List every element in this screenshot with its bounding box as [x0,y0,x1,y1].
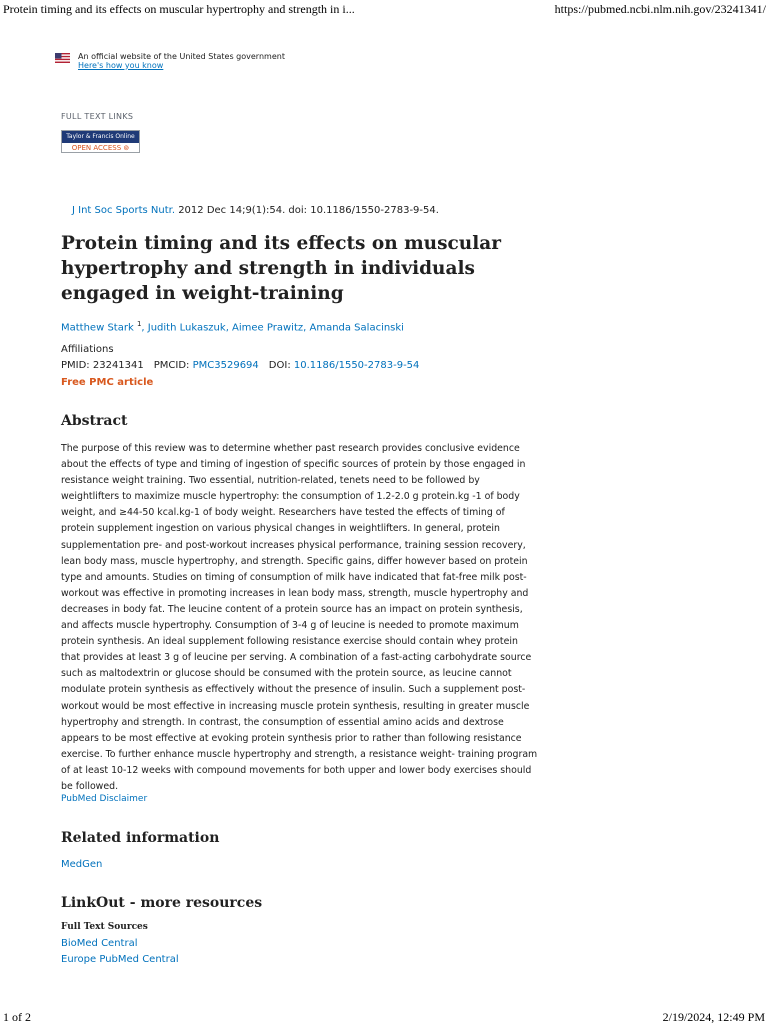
pmcid-label: PMCID: [153,360,193,371]
pmcid-link[interactable]: PMC3529694 [192,360,259,371]
heres-how-you-know-link[interactable]: Here's how you know [78,61,164,70]
author-affiliation-sup[interactable]: 1 [136,320,142,328]
doi-label: DOI: [268,360,294,371]
full-text-sources-label: Full Text Sources [61,922,148,932]
pmid-value: 23241341 [92,360,144,371]
taylor-francis-open-access-link[interactable] [61,130,140,153]
author-link[interactable]: Amanda Salacinski [309,322,404,334]
abstract-heading: Abstract [61,413,128,429]
article-title: Protein timing and its effects on muscular hypertrophy and strength in individuals engaged in weight-training [61,233,502,304]
us-flag-icon [55,53,70,63]
medgen-link[interactable]: MedGen [61,859,103,870]
print-header-title: Protein timing and its effects on muscular hypertrophy and strength in i... [3,2,355,16]
gov-banner-text: An official website of the United States government [78,52,285,61]
print-datetime: 2/19/2024, 12:49 PM [662,1010,765,1024]
print-header-url: https://pubmed.ncbi.nlm.nih.gov/23241341/ [554,2,766,16]
pmid-label: PMID: [61,360,93,371]
pubmed-disclaimer-link[interactable]: PubMed Disclaimer [61,794,148,804]
open-access-label: OPEN ACCESS ⊚ [71,144,130,152]
taylor-francis-logo: Taylor & Francis Online [62,131,139,143]
author-link[interactable]: Judith Lukaszuk [147,322,226,334]
print-header [0,0,768,20]
print-footer [0,1008,768,1024]
biomed-central-link[interactable]: BioMed Central [61,938,138,949]
journal-link[interactable]: J Int Soc Sports Nutr. [72,205,176,216]
related-information-heading: Related information [61,830,220,846]
author-link[interactable]: Matthew Stark [61,322,134,334]
citation [72,205,439,216]
author-list: Matthew Stark $^1$, Judith Lukaszuk, Aimee Prawitz, Amanda Salacinski [61,320,404,334]
citation-details: 2012 Dec 14;9(1):54. doi: 10.1186/1550-2783-9-54. [175,205,439,216]
linkout-heading: LinkOut - more resources [61,895,263,911]
full-text-links-label: FULL TEXT LINKS [61,112,134,121]
europe-pubmed-central-link[interactable]: Europe PubMed Central [61,954,179,965]
page-number: 1 of 2 [3,1010,31,1024]
author-link[interactable]: Aimee Prawitz [232,322,304,334]
abstract-text: The purpose of this review was to determine whether past research provides conclusive evidence about the effects of type and timing of ingestion of specific sources of protein by those engaged in resistance weight training. Two essential, nutrition-related, tenets need to be followed by weightlifters to maximize muscle hypertrophy: the consumption of 1.2-2.0 g protein.kg -1 of body weight, and ≥44-50 kcal.kg-1 of body weight. Researchers have tested the effects of timing of protein supplement ingestion on various physical changes in weightlifters. In general, protein supplementation pre- and post-workout increases physical performance, training session recovery, lean body mass, muscle hypertrophy, and strength. Specific gains, differ however based on protein type and amounts. Studies on timing of consumption of milk have indicated that fat-free milk post-workout was effective in promoting increases in lean body mass, strength, muscle hypertrophy and decreases in body fat. The leucine content of a protein source has an impact on protein synthesis, and affects muscle hypertrophy. Consumption of 3-4 g of leucine is needed to promote maximum protein synthesis. An ideal supplement following resistance exercise should contain whey protein that provides at least 3 g of leucine per serving. A combination of a fast-acting carbohydrate source such as maltodextrin or glucose should be consumed with the protein source, as leucine cannot modulate protein synthesis as effectively without the presence of insulin. Such a supplement post-workout would be most effective in increasing muscle protein synthesis, resulting in greater muscle hypertrophy and strength. In contrast, the consumption of essential amino acids and dextrose appears to be most effective at evoking protein synthesis prior to rather than following resistance exercise. To further enhance muscle hypertrophy and strength, a resistance weight- training program of at least 10-12 weeks with compound movements for both upper and lower body exercises should be followed. [61,443,538,792]
doi-link[interactable]: 10.1186/1550-2783-9-54 [293,360,420,371]
article-identifiers [61,360,419,371]
free-pmc-article-badge: Free PMC article [61,377,154,388]
affiliations-toggle[interactable]: Affiliations [61,344,114,355]
